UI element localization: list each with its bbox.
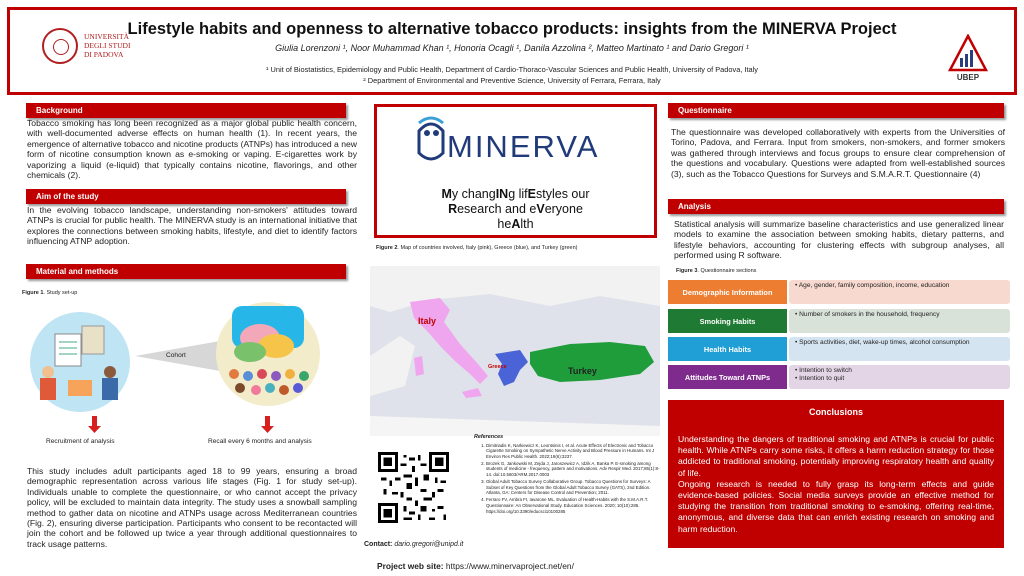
- arrow-down-icon: [88, 426, 101, 433]
- poster-title: Lifestyle habits and openness to alternative tobacco products: insights from the MINERVA Project: [127, 20, 897, 38]
- methods-text: This study includes adult participants aged 18 to 99 years, ensuring a broad demographic representation across various life stages (Fig. 1 for study set-up). Individuals unable to complete the questionnaire, or who cannot accept the privacy policy, will be excluded to maintain data integrity. The study uses a snowball sampling method to gather data on nicotine and ATNPs usage across Mediterranean countries (Fig. 2), ensuring diverse participation. Participants who consent to be recontacted will join the cohort and be followed up twice a year through additional questionnaires to track usage patterns.: [27, 466, 357, 549]
- poster-header: [7, 7, 1017, 95]
- laptop-icon: [68, 380, 92, 396]
- background-heading: Background: [26, 103, 346, 118]
- owl-helmet-icon: [415, 115, 447, 167]
- aim-text: In the evolving tobacco landscape, understanding non-smokers' attitudes toward ATNPs is crucial for public health. The MINERVA study is an international initiative that explores the connections between smoking habits, lifestyle, and diet to identify factors influencing ATNP adoption.: [27, 205, 357, 247]
- references: [474, 435, 662, 516]
- clipboard-icon: [82, 326, 104, 354]
- background-text: Tobacco smoking has long been recognized as a major global public health concern, with well-documented adverse effects on human health (1). In recent years, the emergence of alternative tobacco and nicotine products (ATNPs) has introduced a new form of nicotine consumption known as e-smoking or vaping. E-cigarettes work by vaporizing a liquid (e-liquid) that typically contains nicotine, flavorings, and other chemicals (2).: [27, 118, 357, 181]
- section-item: • Intention to quit: [795, 375, 845, 382]
- questionnaire-heading: Questionnaire: [668, 103, 1004, 118]
- conclusions-paragraph-1: Understanding the dangers of traditional smoking and ATNPs is crucial for public health. While ATNPs carry some risks, it offers a harm reduction strategy for those addicted to traditional smoking, potentially improving respiratory health and quality of life.: [678, 434, 994, 478]
- references-heading: References: [474, 434, 504, 440]
- section-items: [789, 337, 1010, 361]
- ubep-logo: [948, 34, 988, 82]
- section-label: Smoking Habits: [668, 309, 787, 333]
- logo-line-3: DI PADOVA: [84, 50, 124, 59]
- authors: Giulia Lorenzoni ¹, Noor Muhammad Khan ¹, Honoria Ocagli ¹, Danila Azzolina ², Matteo Martinato ¹ and Dario Gregori ¹: [275, 43, 749, 53]
- section-item: • Number of smokers in the household, frequency: [795, 311, 940, 318]
- reference-item: 4. Ferraro FV, Ambra FI, Iavarone ML. Evaluation of Health-Habits with the S.M.A.R.T. Questionnaire: An Observational Study. Education Sciences. 2020; 10(10):285. https://doi.org/10.3390/educsci10100285: [486, 497, 662, 514]
- figure3-caption: Figure 3. Questionnaire sections: [676, 268, 757, 274]
- references-list: [474, 443, 662, 515]
- recall-label: Recall every 6 months and analysis: [208, 438, 312, 445]
- ubep-shield-icon: [948, 34, 988, 72]
- contact: Contact: dario.gregori@unipd.it: [364, 541, 464, 548]
- section-items: [789, 365, 1010, 389]
- recruitment-label: Recruitment of analysis: [46, 438, 115, 445]
- minerva-logo-box: [374, 104, 657, 238]
- italy-label: Italy: [418, 316, 437, 326]
- questionnaire-text: The questionnaire was developed collaboratively with experts from the Universities of Torino, Padova, and Ferrara. Input from smokers, non-smokers, and former smokers was gathered through interviews and focus groups to ensure clear comprehension of the questions and vocabulary. Questions were adapted from well-established sources (3), such as the Tobacco Questions for Surveys and S.M.A.R.T. Questionnaire (4): [671, 127, 1005, 179]
- person-icon: [40, 378, 56, 400]
- section-label: Health Habits: [668, 337, 787, 361]
- section-label: Demographic Information: [668, 280, 787, 304]
- reference-item: 3. Global Adult Tobacco Survey Collaborative Group. Tobacco Questions for Surveys: A Subset of Key Questions from the Global Adult Tobacco Survey (GATS), 2nd Edition. Atlanta, GA: Centers for Disease Control and Prevention; 2011.: [486, 479, 662, 496]
- qr-code-icon: [378, 452, 449, 523]
- section-row-attitudes: [668, 365, 1010, 389]
- project-website: Project web site: https://www.minervaproject.net/en/: [377, 561, 574, 571]
- section-row-demographic: [668, 280, 1010, 304]
- reference-item: 2. Brozek G, Jankowski M, Zejda J, Jaroszewicz A, Idzik A, Banka P. E-smoking among students of medicine - frequency, pattern and motivations. Adv Respir Med. 2017;85(1):8-14. doi:10.5603/ARM.2017.0003: [486, 461, 662, 478]
- analysis-text: Statistical analysis will summarize baseline characteristics and use generalized linear models to examine the association between smoking habits, dietary patterns, and lifestyle behaviors, accounting for clustering effects with subgroup analyses, all performed using R software.: [674, 219, 1004, 261]
- figure1-caption: Figure 1. Study set-up: [22, 290, 78, 296]
- section-item: • Age, gender, family composition, income, education: [795, 282, 950, 289]
- section-item: • Sports activities, diet, wake-up times, alcohol consumption: [795, 339, 970, 346]
- figure2-caption: Figure 2. Map of countries involved, Italy (pink), Greece (blue), and Turkey (green): [376, 245, 578, 251]
- section-items: [789, 280, 1010, 304]
- greece-label: Greece: [488, 364, 507, 370]
- study-setup-figure: [20, 296, 360, 456]
- ubep-label: UBEP: [956, 73, 980, 82]
- section-label: Attitudes Toward ATNPs: [668, 365, 787, 389]
- cohort-label: Cohort: [166, 352, 186, 359]
- section-item: • Intention to switch: [795, 367, 852, 374]
- website-link[interactable]: https://www.minervaproject.net/en/: [445, 561, 574, 571]
- affiliation-1: ¹ Unit of Biostatistics, Epidemiology and Public Health, Department of Cardio-Thoraco-Vascular Sciences and Public Health, University of Padova, Italy: [266, 65, 758, 74]
- person-icon: [102, 378, 118, 400]
- conclusions-heading: Conclusions: [808, 407, 863, 417]
- countries-map: [370, 266, 660, 436]
- methods-heading: Material and methods: [26, 264, 346, 279]
- reference-item: 1. Dimitriadis K, Narkiewicz K, Leontsinis I, et al. Acute Effects of Electronic and Tobacco Cigarette Smoking on Sympathetic Nerve Activity and Blood Pressure in Humans. Int J Environ Res Public Health. 2022;19(6):3237.: [486, 443, 662, 460]
- conclusions-paragraph-2: Ongoing research is needed to fully grasp its long-term effects and guide evidence-based policies. Social media surveys provide an effective method for studying the transition from traditional smoking to e-smoking, offering real-time, anonymous, and diverse data that can enrich existing research on smoking and harm reduction.: [678, 478, 994, 534]
- minerva-tagline: My changINg lifEstyles our Research and eVeryone heAlth: [441, 187, 590, 231]
- conclusions-box: [668, 400, 1004, 548]
- map-svg: [370, 266, 660, 436]
- arrow-down-icon: [261, 426, 274, 433]
- affiliation-2: ² Department of Environmental and Preventive Science, University of Ferrara, Ferrara, Italy: [363, 76, 661, 85]
- minerva-wordmark: MINERVA: [447, 129, 600, 164]
- aim-heading: Aim of the study: [26, 189, 346, 204]
- section-items: [789, 309, 1010, 333]
- questionnaire-sheet-icon: [55, 334, 81, 366]
- analysis-heading: Analysis: [668, 199, 1004, 214]
- logo-line-2: DEGLI STUDI: [84, 41, 131, 50]
- logo-line-1: UNIVERSITÀ: [84, 32, 129, 41]
- turkey-label: Turkey: [568, 366, 597, 376]
- section-row-health: [668, 337, 1010, 361]
- section-row-smoking: [668, 309, 1010, 333]
